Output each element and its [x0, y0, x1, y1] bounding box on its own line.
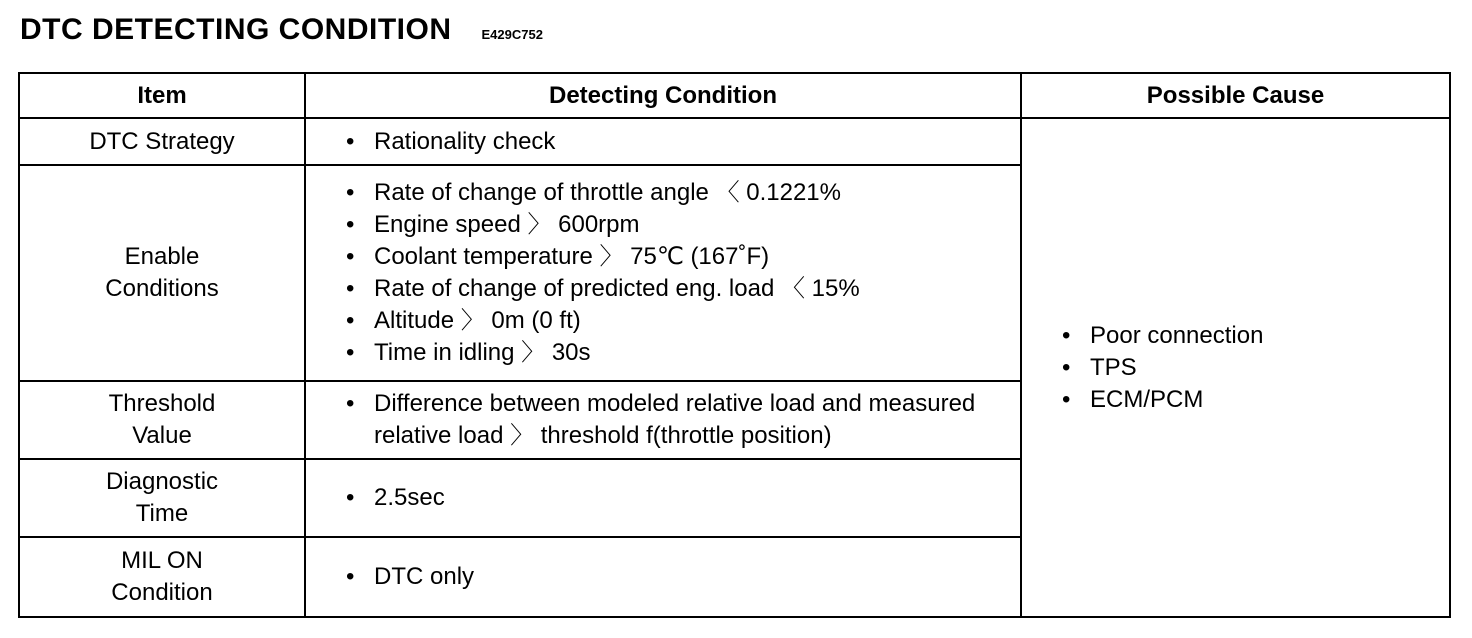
page-header [20, 10, 543, 50]
condition-cell [305, 381, 1021, 459]
item-cell [19, 537, 305, 617]
condition-list [346, 126, 1020, 158]
item-cell [19, 165, 305, 381]
condition-cell [305, 459, 1021, 537]
condition-item: • Altitude 〉 0m (0 ft) [346, 305, 1020, 337]
condition-item: • Engine speed 〉 600rpm [346, 209, 1020, 241]
condition-list [346, 482, 1020, 514]
page-title: DTC DETECTING CONDITION [20, 13, 452, 46]
dtc-condition-table [18, 72, 1451, 618]
table-header-row [19, 73, 1450, 118]
column-header-item: Item [19, 73, 305, 118]
item-label: Time [135, 500, 189, 527]
item-label: Value [132, 422, 192, 449]
item-label: Conditions [105, 275, 219, 302]
condition-item: • Difference between modeled relative load and measured relative load 〉 threshold f(throttle position) [346, 388, 1024, 452]
possible-cause-cell [1021, 118, 1450, 617]
condition-list [346, 561, 1020, 593]
item-cell [19, 459, 305, 537]
condition-cell [305, 165, 1021, 381]
document-code: E429C752 [481, 26, 543, 42]
condition-item: • DTC only [346, 561, 1020, 593]
item-label: DTC Strategy [89, 127, 235, 155]
item-label: Threshold [108, 390, 216, 417]
item-cell [19, 381, 305, 459]
condition-item: • Rationality check [346, 126, 1020, 158]
cause-item: • TPS [1062, 352, 1449, 384]
item-label: Enable [124, 243, 200, 270]
item-label: MIL ON [121, 547, 203, 574]
condition-item: • Coolant temperature 〉 75℃ (167˚F) [346, 241, 1020, 273]
column-header-detecting-condition: Detecting Condition [305, 73, 1021, 118]
cause-item: • ECM/PCM [1062, 384, 1449, 416]
condition-item: • 2.5sec [346, 482, 1020, 514]
condition-item: • Rate of change of throttle angle 〈 0.1221% [346, 177, 1020, 209]
condition-item: • Rate of change of predicted eng. load 〈 15% [346, 273, 1020, 305]
cause-item: • Poor connection [1062, 320, 1449, 352]
item-cell [19, 118, 305, 165]
condition-list [346, 177, 1020, 369]
condition-list [346, 388, 1020, 452]
possible-cause-list [1062, 320, 1449, 416]
table-row-dtc-strategy [19, 118, 1450, 165]
condition-cell [305, 537, 1021, 617]
item-label: Condition [111, 579, 213, 606]
condition-cell [305, 118, 1021, 165]
column-header-possible-cause: Possible Cause [1021, 73, 1450, 118]
condition-item: • Time in idling 〉 30s [346, 337, 1020, 369]
item-label: Diagnostic [105, 468, 219, 495]
